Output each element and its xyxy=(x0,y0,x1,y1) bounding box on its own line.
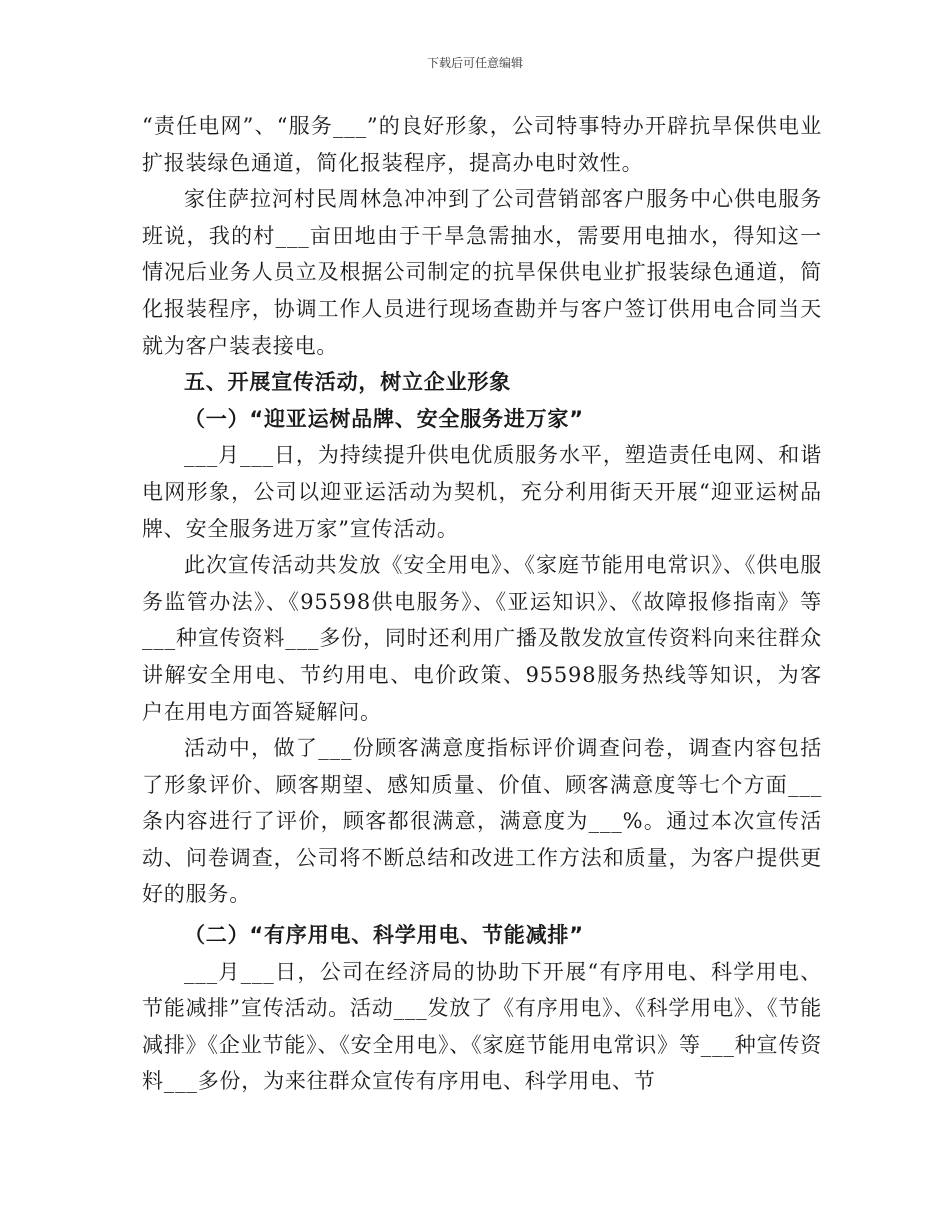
section-heading: 五、开展宣传活动，树立企业形象 xyxy=(184,370,511,395)
paragraph-body: 此次宣传活动共发放《安全用电》、《家庭节能用电常识》、《供电服务监管办法》、《95598供电服务》、《亚运知识》、《故障报修指南》等___种宣传资料___多份，同时还利用广播及散发放宣传资料向来往群众讲解安全用电、节约用电、电价政策、95598服务热线等知识，为客户在用电方面答疑解问。 xyxy=(142,553,822,724)
paragraph-body: ___月___日，为持续提升供电优质服务水平，塑造责任电网、和谐电网形象，公司以迎亚运活动为契机，充分利用街天开展“迎亚运树品牌、安全服务进万家”宣传活动。 xyxy=(142,443,822,541)
document-body xyxy=(142,108,822,1100)
paragraph-body: 家住萨拉河村民周林急冲冲到了公司营销部客户服务中心供电服务班说，我的村___亩田地由于干旱急需抽水，需要用电抽水，得知这一情况后业务人员立及根据公司制定的抗旱保供电业扩报装绿色通道，简化报装程序，协调工作人员进行现场查勘并与客户签订供用电合同当天就为客户装表接电。 xyxy=(142,187,822,358)
paragraph-body: 活动中，做了___份顾客满意度指标评价调查问卷，调查内容包括了形象评价、顾客期望、感知质量、价值、顾客满意度等七个方面___条内容进行了评价，顾客都很满意，满意度为___%。通过本次宣传活动、问卷调查，公司将不断总结和改进工作方法和质量，为客户提供更好的服务。 xyxy=(142,736,822,907)
subsection-heading: （一）“迎亚运树品牌、安全服务进万家” xyxy=(184,406,584,431)
page-header: 下载后可任意编辑 xyxy=(426,56,523,70)
subsection-heading: （二）“有序用电、科学用电、节能减排” xyxy=(184,923,584,948)
paragraph-continuation: “责任电网”、“服务___”的良好形象，公司特事特办开辟抗旱保供电业扩报装绿色通道，简化报装程序，提高办电时效性。 xyxy=(142,114,822,175)
paragraph-body: ___月___日，公司在经济局的协助下开展“有序用电、科学用电、节能减排”宣传活动。活动___发放了《有序用电》、《科学用电》、《节能减排》《企业节能》、《安全用电》、《家庭节能用电常识》等___种宣传资料___多份，为来往群众宣传有序用电、科学用电、节 xyxy=(142,959,822,1094)
